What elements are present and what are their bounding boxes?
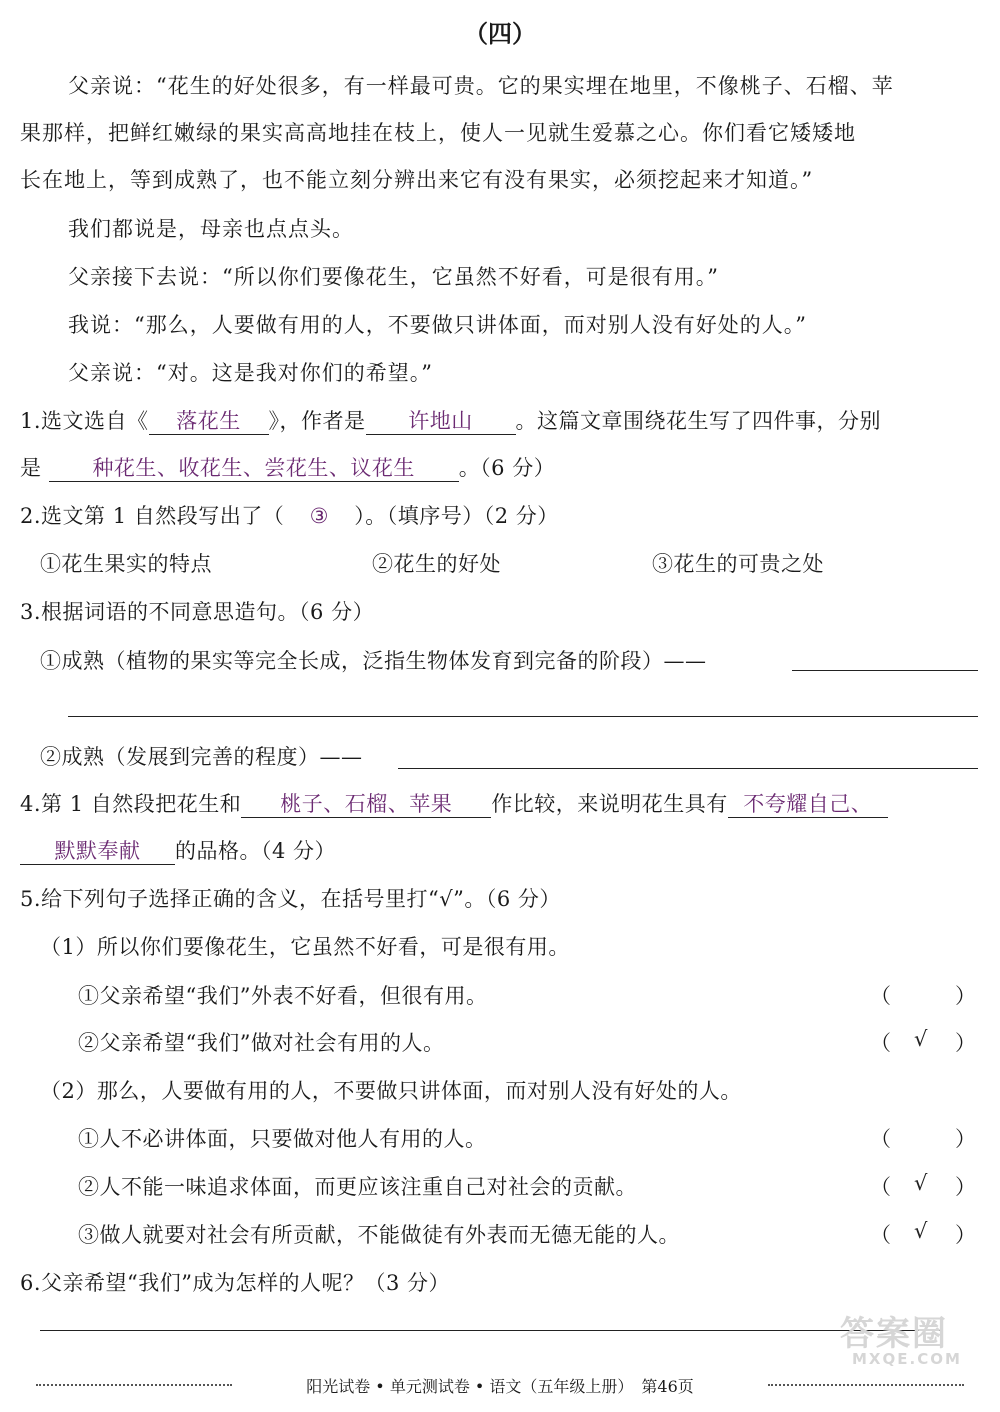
q5-s2-o1-paren-close: ） [955,1127,976,1151]
q3-item1-answer-line[interactable] [792,670,978,671]
q3-item-1: ①成熟（植物的果实等完全长成，泛指生物体发育到完备的阶段）—— [40,649,707,673]
q5-s2-o3-paren-close: ） [955,1223,976,1247]
q5-sentence-1: （1）所以你们要像花生，它虽然不好看，可是很有用。 [40,935,570,959]
q1-prefix: 1.选文选自《 [20,409,149,433]
passage-line-2: 果那样，把鲜红嫩绿的果实高高地挂在枝上，使人一见就生爱慕之心。你们看它矮矮地 [20,121,856,145]
q5-s2-o3-paren-open: （ [870,1223,891,1247]
q4-answer-1[interactable]: 桃子、石榴、苹果 [241,791,491,818]
q1-line2-prefix: 是 [20,456,42,480]
question-6: 6.父亲希望“我们”成为怎样的人呢？（3 分） [20,1271,451,1295]
q4-answer-2a[interactable]: 不夸耀自己、 [728,791,888,818]
page-footer: 阳光试卷 • 单元测试卷 • 语文（五年级上册） 第46页 [306,1377,694,1396]
question-4-line-2 [20,835,336,865]
q2-answer[interactable]: ③ [309,504,329,528]
passage-line-3: 长在地上，等到成熟了，也不能立刻分辨出来它有没有果实，必须挖起来才知道。” [20,168,814,192]
section-title: （四） [464,19,536,48]
q5-s1-o1-paren-open: （ [870,984,891,1008]
watermark-url: MXQE.COM [852,1350,962,1368]
q1-suffix: 。这篇文章围绕花生写了四件事，分别 [515,409,882,433]
q5-s2-option-2: ②人不能一味追求体面，而更应该注重自己对社会的贡献。 [78,1175,637,1199]
passage-line-7: 父亲说：“对。这是我对你们的希望。” [68,361,433,385]
q2-prefix: 2.选文第 1 自然段写出了（ [20,504,285,528]
q4-suffix: 的品格。（4 分） [175,839,337,863]
q1-answer-events[interactable]: 种花生、收花生、尝花生、议花生 [49,455,459,482]
q5-s2-o3-check[interactable]: √ [914,1219,928,1243]
q5-s2-o1-paren-open: （ [870,1127,891,1151]
q4-mid: 作比较，来说明花生具有 [491,792,728,816]
q4-prefix: 4.第 1 自然段把花生和 [20,792,242,816]
q5-s2-o2-paren-open: （ [870,1175,891,1199]
q5-s1-o2-check[interactable]: √ [914,1027,928,1051]
footer-dots-right [768,1384,964,1386]
q2-option-1: ①花生果实的特点 [40,552,212,576]
question-1 [20,405,881,435]
question-2 [20,500,559,530]
q3-item1-answer-line-2[interactable] [68,716,978,717]
q6-answer-line[interactable] [40,1330,940,1331]
passage-line-4: 我们都说是，母亲也点点头。 [68,217,354,241]
q5-s2-o2-check[interactable]: √ [914,1171,928,1195]
question-5: 5.给下列句子选择正确的含义，在括号里打“√”。（6 分） [20,887,561,911]
q5-s1-o2-paren-close: ） [955,1031,976,1055]
q5-s1-option-1: ①父亲希望“我们”外表不好看，但很有用。 [78,984,488,1008]
q2-option-3: ③花生的可贵之处 [652,552,824,576]
q3-item-2: ②成熟（发展到完善的程度）—— [40,745,363,769]
passage-line-1: 父亲说：“花生的好处很多，有一样最可贵。它的果实埋在地里，不像桃子、石榴、苹 [68,74,894,98]
q3-item2-answer-line[interactable] [398,768,978,769]
q5-s1-o1-paren-close: ） [955,984,976,1008]
q5-s2-option-3: ③做人就要对社会有所贡献，不能做徒有外表而无德无能的人。 [78,1223,680,1247]
q5-s1-option-2: ②父亲希望“我们”做对社会有用的人。 [78,1031,445,1055]
q5-s2-o2-paren-close: ） [955,1175,976,1199]
question-1-line-2 [20,452,555,482]
question-4 [20,788,888,818]
q1-mid: 》，作者是 [268,409,366,433]
q1-line2-suffix: 。（6 分） [458,456,556,480]
watermark-logo: 答案圈 [840,1314,948,1354]
q2-suffix: ）。（填序号）（2 分） [354,504,559,528]
q2-option-2: ②花生的好处 [372,552,501,576]
q4-answer-2b[interactable]: 默默奉献 [20,838,175,865]
q5-sentence-2: （2）那么，人要做有用的人，不要做只讲体面，而对别人没有好处的人。 [40,1079,742,1103]
q5-s1-o2-paren-open: （ [870,1031,891,1055]
question-3: 3.根据词语的不同意思造句。（6 分） [20,600,375,624]
q1-answer-author[interactable]: 许地山 [366,408,516,435]
passage-line-6: 我说：“那么，人要做有用的人，不要做只讲体面，而对别人没有好处的人。” [68,313,807,337]
passage-line-5: 父亲接下去说：“所以你们要像花生，它虽然不好看，可是很有用。” [68,265,719,289]
q5-s2-option-1: ①人不必讲体面，只要做对他人有用的人。 [78,1127,487,1151]
q1-answer-title[interactable]: 落花生 [149,408,269,435]
